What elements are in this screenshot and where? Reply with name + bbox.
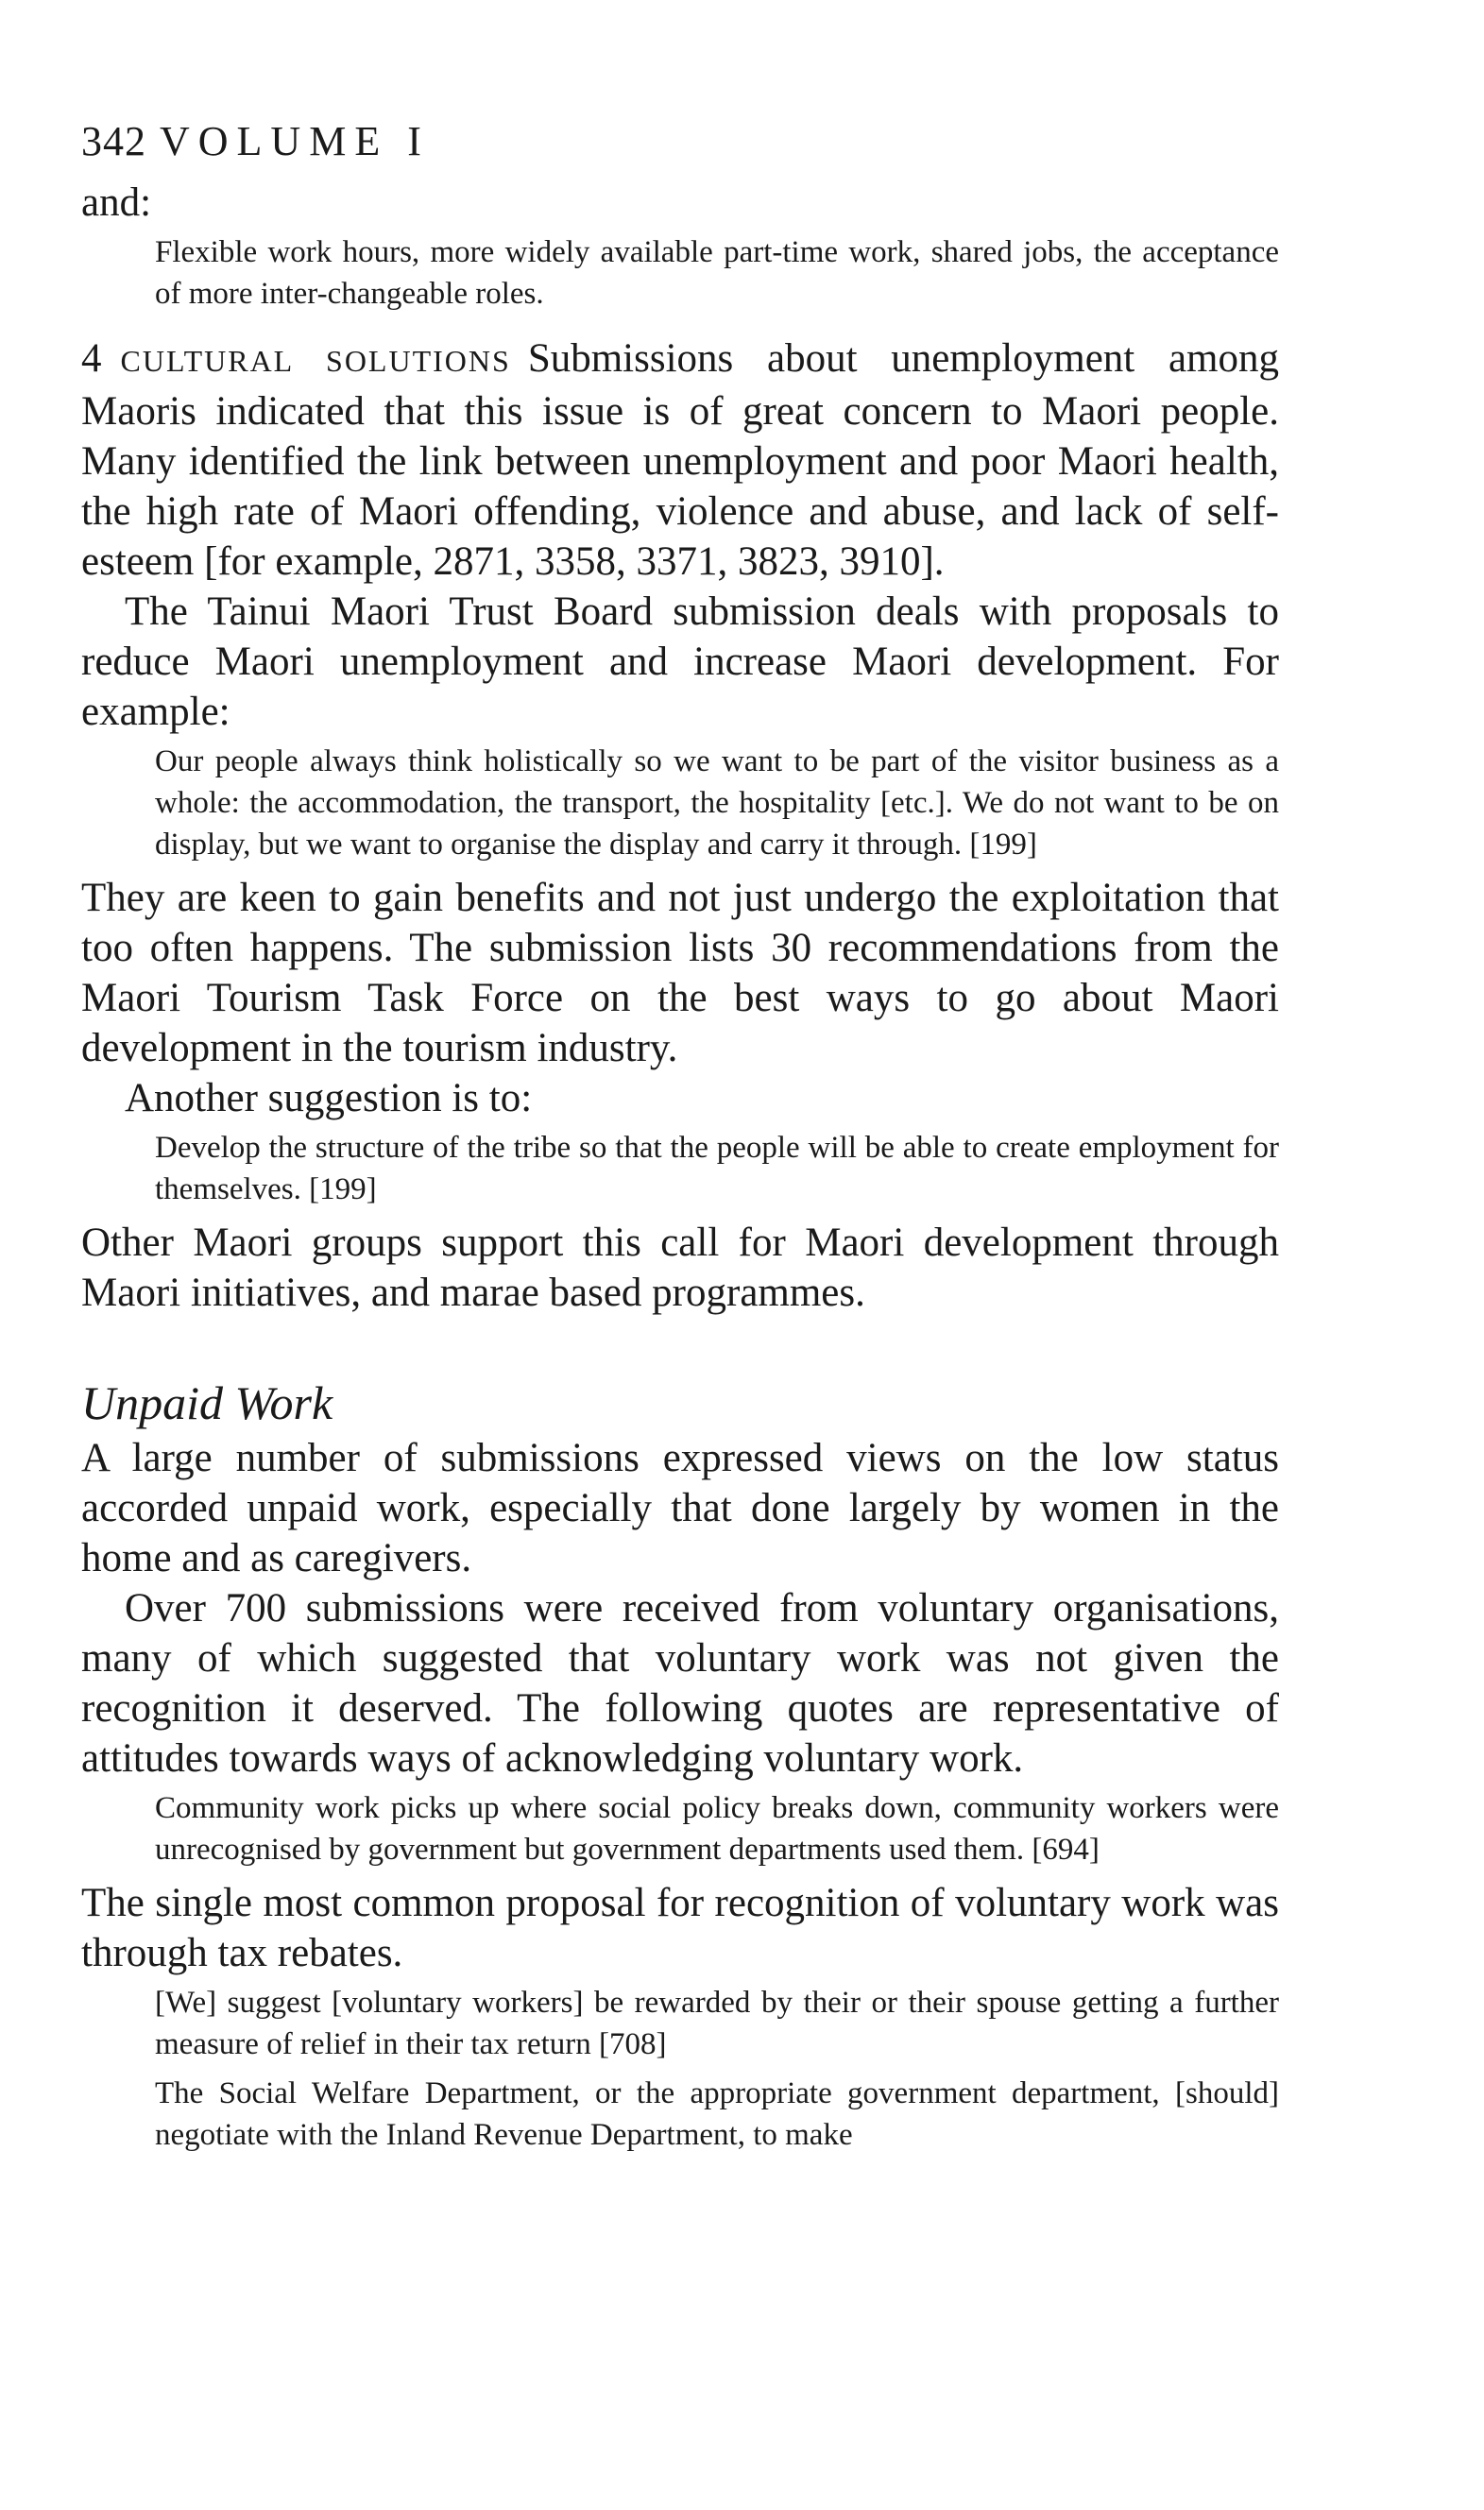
cultural-solutions-paragraph bbox=[81, 333, 1279, 587]
unpaid-work-heading: Unpaid Work bbox=[81, 1376, 333, 1429]
other-groups-paragraph: Other Maori groups support this call for Maori development through Maori initiatives, and marae based programmes. bbox=[81, 1221, 1279, 1315]
unpaid-work-paragraph: A large number of submissions expressed views on the low status accorded unpaid work, especially that done largely by women in the home and as caregivers. bbox=[81, 1436, 1279, 1580]
voluntary-organisations-paragraph: Over 700 submissions were received from voluntary organisations, many of which suggested that voluntary work was not given the recognition it deserved. The following quotes are representative of attitudes towards ways of acknowledging voluntary work. bbox=[81, 1586, 1279, 1781]
quote-community-work: Community work picks up where social policy breaks down, community workers were unrecognised by government but government departments used them. [694] bbox=[155, 1791, 1279, 1867]
volume-label: VOLUME I bbox=[160, 118, 430, 164]
tax-rebates-paragraph: The single most common proposal for recognition of voluntary work was through tax rebates. bbox=[81, 1881, 1279, 1975]
cultural-number: 4 bbox=[81, 336, 102, 381]
another-suggestion-paragraph: Another suggestion is to: bbox=[125, 1076, 533, 1120]
intro-label: and: bbox=[81, 180, 152, 225]
document-page bbox=[81, 113, 1279, 2163]
quote-holistic: Our people always think holistically so we want to be part of the visitor business as a whole: the accommodation, the transport, the hospitality [etc.]. We do not want to be on display, but we want to organise the display and carry it through. [199] bbox=[155, 744, 1279, 862]
page-number: 342 bbox=[81, 118, 146, 164]
quote-tribe-structure: Develop the structure of the tribe so that the people will be able to create employment for themselves. [199] bbox=[155, 1131, 1279, 1206]
running-head bbox=[81, 113, 1279, 170]
tainui-paragraph: The Tainui Maori Trust Board submission deals with proposals to reduce Maori unemployment and increase Maori development. For example: bbox=[81, 589, 1279, 734]
quote-social-welfare: The Social Welfare Department, or the appropriate government department, [should] negotiate with the Inland Revenue Department, to make bbox=[155, 2076, 1279, 2152]
quote-flexible-work: Flexible work hours, more widely available part-time work, shared jobs, the acceptance of more inter-changeable roles. bbox=[155, 235, 1279, 311]
quote-tax-relief: [We] suggest [voluntary workers] be rewarded by their or their spouse getting a further measure of relief in their tax return [708] bbox=[155, 1986, 1279, 2061]
cultural-solutions-text: Submissions about unemployment among Maoris indicated that this issue is of great concern to Maori people. Many identified the link between unemployment and poor Maori health, the high rate of Maori offending, violence and abuse, and lack of self-esteem [for example, 2871, 3358, 3371, 3823, 3910]. bbox=[81, 336, 1280, 584]
cultural-solutions-heading: CULTURAL SOLUTIONS bbox=[120, 344, 511, 378]
keen-paragraph: They are keen to gain benefits and not just undergo the exploitation that too often happens. The submission lists 30 recommendations from the Maori Tourism Task Force on the best ways to go about Maori development in the tourism industry. bbox=[81, 876, 1279, 1070]
